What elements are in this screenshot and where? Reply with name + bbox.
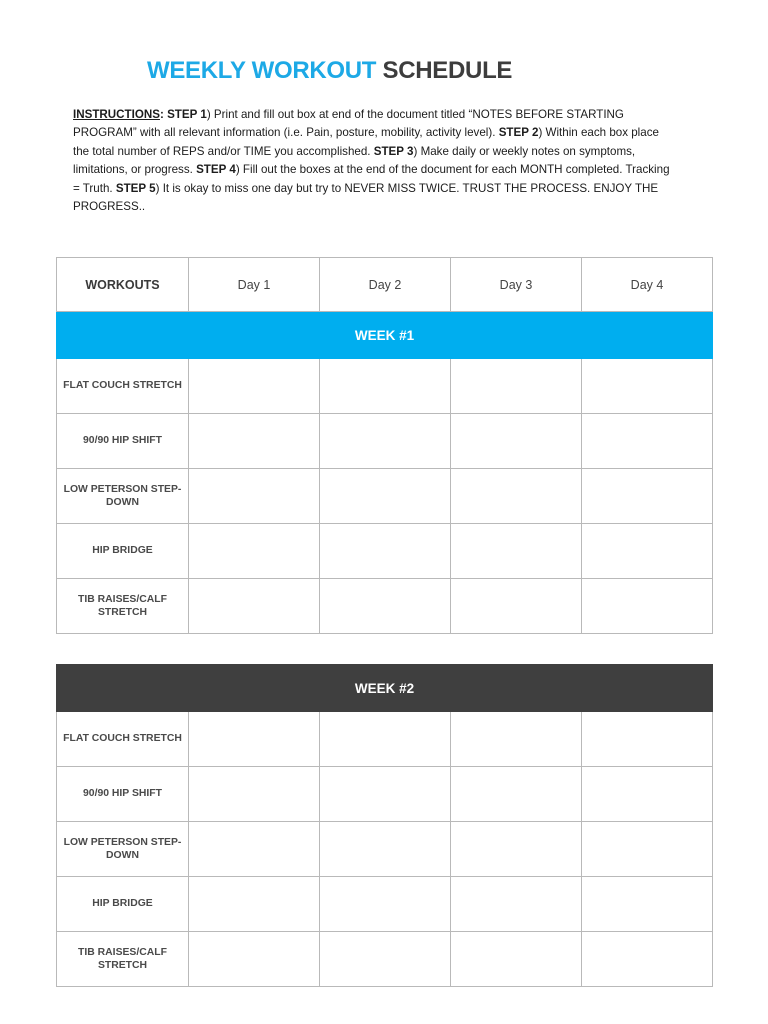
day-3-entry-cell[interactable] [451,822,582,877]
day-1-entry-cell[interactable] [189,579,320,634]
day-2-entry-cell[interactable] [320,932,451,987]
week-2-table [56,664,713,987]
header-day-1: Day 1 [189,258,320,312]
day-4-entry-cell[interactable] [582,822,713,877]
day-2-entry-cell[interactable] [320,712,451,767]
exercise-label: LOW PETERSON STEP-DOWN [57,822,189,877]
step4-text: ) Fill out the boxes at the end of the document for each MONTH completed. Tracking = Truth. [73,163,670,195]
day-2-entry-cell[interactable] [320,767,451,822]
day-1-entry-cell[interactable] [189,767,320,822]
day-3-entry-cell[interactable] [451,524,582,579]
table-row [57,524,713,579]
table-header-row [57,258,713,312]
day-3-entry-cell[interactable] [451,767,582,822]
header-day-3: Day 3 [451,258,582,312]
day-2-entry-cell[interactable] [320,469,451,524]
day-3-entry-cell[interactable] [451,932,582,987]
exercise-label: 90/90 HIP SHIFT [57,767,189,822]
page-title [147,55,512,87]
step5-label: STEP 5 [115,181,156,195]
day-3-entry-cell[interactable] [451,579,582,634]
step5-text: ) It is okay to miss one day but try to NEVER MISS TWICE. TRUST THE PROCESS. ENJOY THE PROGRESS.. [73,181,659,214]
step4-label: STEP 4 [196,163,236,177]
day-1-entry-cell[interactable] [189,932,320,987]
day-1-entry-cell[interactable] [189,712,320,767]
header-day-2: Day 2 [320,258,451,312]
table-row [57,414,713,469]
exercise-label: TIB RAISES/CALF STRETCH [57,932,189,987]
day-2-entry-cell[interactable] [320,822,451,877]
day-3-entry-cell[interactable] [451,359,582,414]
table-row [57,469,713,524]
day-2-entry-cell[interactable] [320,579,451,634]
day-1-entry-cell[interactable] [189,414,320,469]
day-2-entry-cell[interactable] [320,414,451,469]
day-4-entry-cell[interactable] [582,712,713,767]
day-3-entry-cell[interactable] [451,712,582,767]
day-2-entry-cell[interactable] [320,359,451,414]
step3-label: STEP 3 [373,144,414,158]
exercise-label: 90/90 HIP SHIFT [57,414,189,469]
exercise-label: HIP BRIDGE [57,877,189,932]
week-2-label: WEEK #2 [57,665,713,712]
table-row [57,767,713,822]
table-row [57,932,713,987]
day-4-entry-cell[interactable] [582,579,713,634]
instructions-paragraph: INSTRUCTIONS: STEP 1) Print and fill out box at end of the document titled “NOTES BEFORE STARTING PROGRAM” with all relevant information (i.e. Pain, posture, mobility, activity level). STEP 2) Within each box place the total number of REPS and/or TIME you accomplished. STEP 3) Make daily or weekly notes on symptoms, limitations, or progress. STEP 4) Fill out the boxes at the end of the document for each MONTH completed. Tracking = Truth. STEP 5) It is okay to miss one day but try to NEVER MISS TWICE. TRUST THE PROCESS. ENJOY THE PROGRESS.. [73,108,670,214]
day-4-entry-cell[interactable] [582,359,713,414]
exercise-label: FLAT COUCH STRETCH [57,359,189,414]
week-1-table [56,257,713,634]
title-accent: WEEKLY WORKOUT [147,57,377,84]
header-day-4: Day 4 [582,258,713,312]
exercise-label: HIP BRIDGE [57,524,189,579]
day-4-entry-cell[interactable] [582,414,713,469]
header-workouts: WORKOUTS [57,258,189,312]
step1-label: STEP 1 [167,108,207,121]
step2-text: ) Within each box place the total number of REPS and/or TIME you accomplished. [73,126,659,158]
table-row [57,822,713,877]
day-2-entry-cell[interactable] [320,877,451,932]
day-1-entry-cell[interactable] [189,822,320,877]
table-row [57,359,713,414]
instructions-label: INSTRUCTIONS [73,108,160,121]
exercise-label: LOW PETERSON STEP-DOWN [57,469,189,524]
day-1-entry-cell[interactable] [189,469,320,524]
day-1-entry-cell[interactable] [189,524,320,579]
step1-text: ) Print and fill out box at end of the document titled “NOTES BEFORE STARTING PROGRAM” with all relevant information (i.e. Pain, posture, mobility, activity level). [73,108,624,140]
day-4-entry-cell[interactable] [582,767,713,822]
day-2-entry-cell[interactable] [320,524,451,579]
day-4-entry-cell[interactable] [582,877,713,932]
title-rest: SCHEDULE [382,57,513,84]
week-1-bar [57,312,713,359]
day-1-entry-cell[interactable] [189,359,320,414]
day-3-entry-cell[interactable] [451,414,582,469]
exercise-label: TIB RAISES/CALF STRETCH [57,579,189,634]
table-row [57,712,713,767]
week-1-label: WEEK #1 [57,312,713,359]
exercise-label: FLAT COUCH STRETCH [57,712,189,767]
day-1-entry-cell[interactable] [189,877,320,932]
step3-text: ) Make daily or weekly notes on symptoms, limitations, or progress. [73,144,636,177]
week-2-bar [57,665,713,712]
day-3-entry-cell[interactable] [451,877,582,932]
day-4-entry-cell[interactable] [582,932,713,987]
step2-label: STEP 2 [498,126,539,140]
day-3-entry-cell[interactable] [451,469,582,524]
day-4-entry-cell[interactable] [582,469,713,524]
table-row [57,579,713,634]
day-4-entry-cell[interactable] [582,524,713,579]
table-row [57,877,713,932]
